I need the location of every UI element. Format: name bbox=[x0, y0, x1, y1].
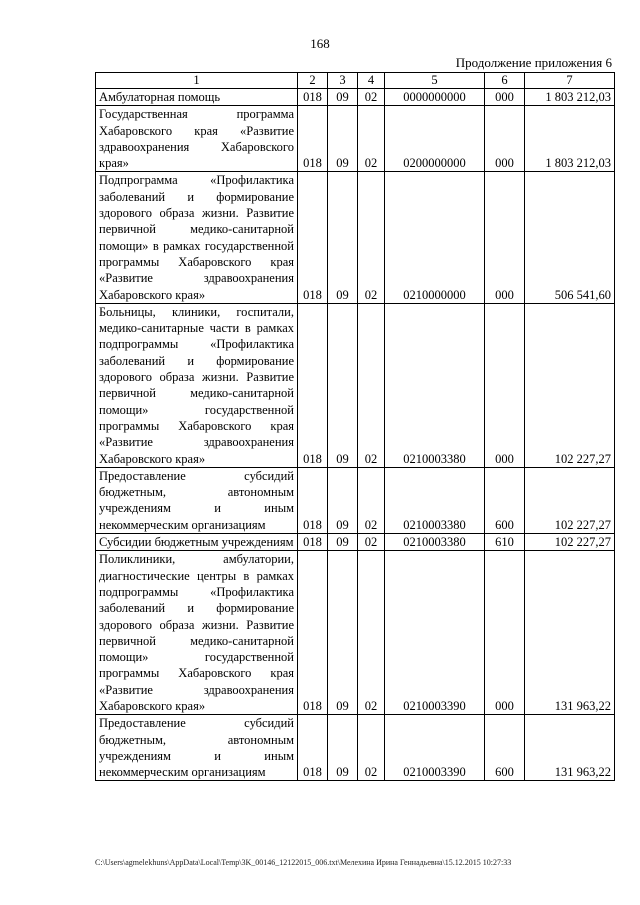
row-subsection: 02 bbox=[358, 303, 385, 467]
row-subsection: 02 bbox=[358, 551, 385, 715]
table-row bbox=[96, 715, 615, 781]
row-expense-type: 600 bbox=[485, 715, 525, 781]
row-name: Субсидии бюджетным учреждениям bbox=[96, 534, 298, 551]
row-section: 09 bbox=[328, 467, 358, 533]
continuation-label: Продолжение приложения 6 bbox=[455, 55, 612, 70]
row-section: 09 bbox=[328, 303, 358, 467]
row-section: 09 bbox=[328, 172, 358, 303]
row-amount: 102 227,27 bbox=[525, 534, 615, 551]
column-header: 1 bbox=[96, 73, 298, 89]
row-code: 018 bbox=[298, 467, 328, 533]
row-code: 018 bbox=[298, 534, 328, 551]
row-amount: 131 963,22 bbox=[525, 551, 615, 715]
row-target-article: 0210000000 bbox=[385, 172, 485, 303]
row-target-article: 0210003380 bbox=[385, 467, 485, 533]
row-code: 018 bbox=[298, 551, 328, 715]
row-subsection: 02 bbox=[358, 106, 385, 172]
row-name: Амбулаторная помощь bbox=[96, 89, 298, 106]
row-section: 09 bbox=[328, 715, 358, 781]
row-name: Предоставление субсидий бюджетным, автономным учреждениям и иным некоммерческим организациям bbox=[96, 715, 298, 781]
row-expense-type: 610 bbox=[485, 534, 525, 551]
table-header-row bbox=[96, 73, 615, 89]
column-header: 3 bbox=[328, 73, 358, 89]
row-expense-type: 000 bbox=[485, 172, 525, 303]
row-amount: 506 541,60 bbox=[525, 172, 615, 303]
column-header: 6 bbox=[485, 73, 525, 89]
row-subsection: 02 bbox=[358, 534, 385, 551]
row-code: 018 bbox=[298, 715, 328, 781]
table-row bbox=[96, 89, 615, 106]
row-target-article: 0210003390 bbox=[385, 715, 485, 781]
row-name: Больницы, клиники, госпитали, медико-санитарные части в рамках подпрограммы «Профилактика заболеваний и формирование здорового образа жизни. Развитие первичной медико-санитарной помощи» государственной программы Хабаровского края «Развитие здравоохранения Хабаровского края» bbox=[96, 303, 298, 467]
column-header: 5 bbox=[385, 73, 485, 89]
row-name: Поликлиники, амбулатории, диагностические центры в рамках подпрограммы «Профилактика заболеваний и формирование здорового образа жизни. Развитие первичной медико-санитарной помощи» государственной программы Хабаровского края «Развитие здравоохранения Хабаровского края» bbox=[96, 551, 298, 715]
row-code: 018 bbox=[298, 106, 328, 172]
footer-file-path: C:\Users\agmelekhuns\AppData\Local\Temp\3K_00146_12122015_006.txt\Мелехина Ирина Геннадьевна\15.12.2015 10:27:33 bbox=[95, 858, 512, 867]
table-row bbox=[96, 106, 615, 172]
row-amount: 131 963,22 bbox=[525, 715, 615, 781]
column-header: 4 bbox=[358, 73, 385, 89]
table-row bbox=[96, 303, 615, 467]
row-subsection: 02 bbox=[358, 89, 385, 106]
row-target-article: 0000000000 bbox=[385, 89, 485, 106]
row-amount: 102 227,27 bbox=[525, 303, 615, 467]
row-expense-type: 000 bbox=[485, 89, 525, 106]
row-name: Предоставление субсидий бюджетным, автономным учреждениям и иным некоммерческим организациям bbox=[96, 467, 298, 533]
row-amount: 102 227,27 bbox=[525, 467, 615, 533]
row-subsection: 02 bbox=[358, 715, 385, 781]
table-row bbox=[96, 534, 615, 551]
row-section: 09 bbox=[328, 551, 358, 715]
row-expense-type: 000 bbox=[485, 551, 525, 715]
row-expense-type: 600 bbox=[485, 467, 525, 533]
row-amount: 1 803 212,03 bbox=[525, 106, 615, 172]
row-code: 018 bbox=[298, 303, 328, 467]
row-code: 018 bbox=[298, 89, 328, 106]
row-section: 09 bbox=[328, 534, 358, 551]
table-row bbox=[96, 551, 615, 715]
table-row bbox=[96, 172, 615, 303]
column-header: 7 bbox=[525, 73, 615, 89]
row-expense-type: 000 bbox=[485, 303, 525, 467]
row-expense-type: 000 bbox=[485, 106, 525, 172]
row-name: Подпрограмма «Профилактика заболеваний и формирование здорового образа жизни. Развитие первичной медико-санитарной помощи» в рамках государственной программы Хабаровского края «Развитие здравоохранения Хабаровского края» bbox=[96, 172, 298, 303]
row-section: 09 bbox=[328, 89, 358, 106]
row-target-article: 0210003380 bbox=[385, 534, 485, 551]
row-subsection: 02 bbox=[358, 467, 385, 533]
table-row bbox=[96, 467, 615, 533]
budget-table bbox=[95, 72, 615, 781]
row-target-article: 0210003380 bbox=[385, 303, 485, 467]
row-subsection: 02 bbox=[358, 172, 385, 303]
row-code: 018 bbox=[298, 172, 328, 303]
row-amount: 1 803 212,03 bbox=[525, 89, 615, 106]
row-target-article: 0210003390 bbox=[385, 551, 485, 715]
page-number: 168 bbox=[310, 36, 330, 51]
row-section: 09 bbox=[328, 106, 358, 172]
row-name: Государственная программа Хабаровского края «Развитие здравоохранения Хабаровского края» bbox=[96, 106, 298, 172]
column-header: 2 bbox=[298, 73, 328, 89]
row-target-article: 0200000000 bbox=[385, 106, 485, 172]
